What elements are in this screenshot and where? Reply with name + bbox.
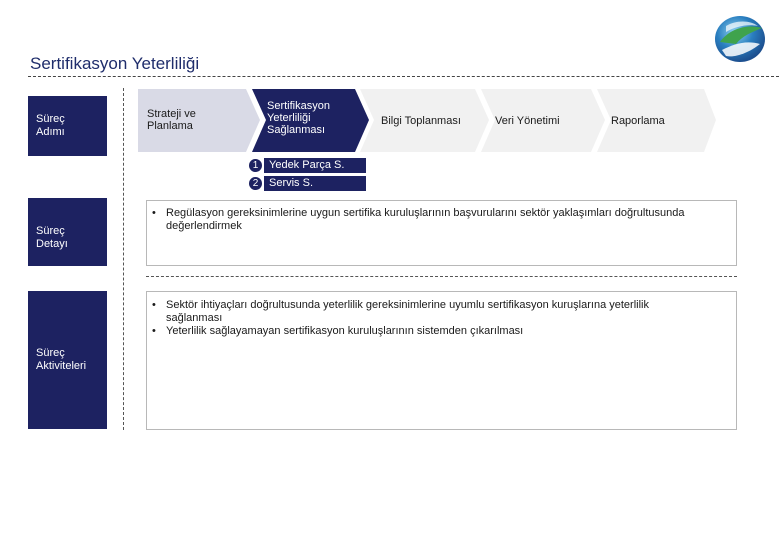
row-divider [146,276,737,277]
process-detail-label: Süreç Detayı [36,225,68,250]
column-divider [123,88,124,430]
step-label-3: Bilgi Toplanması [381,115,461,127]
activity-bullet: • Yeterlilik sağlayamayan sertifikasyon kuruluşlarının sistemden çıkarılması [147,325,696,338]
title-divider [28,76,779,77]
badge-label-1[interactable]: Yedek Parça S. [264,158,366,173]
process-detail-panel [146,200,737,266]
detail-bullet: • Regülasyon gereksinimlerine uygun sertifika kuruluşlarının başvurularını sektör yaklaşımları doğrultusunda değerlendirmek [147,207,732,233]
step-label-1: Strateji ve Planlama [147,108,196,132]
process-step-label-box [28,96,107,156]
badge-number-1: 1 [249,159,262,172]
step-label-5: Raporlama [611,115,665,127]
activity-bullet: • Sektör ihtiyaçları doğrultusunda yeterlilik gereksinimlerine uyumlu sertifikasyon kuruşlarına yeterlilik sağlanması [147,299,696,325]
step-label-4: Veri Yönetimi [495,115,560,127]
process-detail-label-box [28,198,107,266]
badge-label-2[interactable]: Servis S. [264,176,366,191]
process-activities-label-box [28,291,107,429]
process-activities-panel [146,291,737,430]
badge-number-2: 2 [249,177,262,190]
step-label-2: Sertifikasyon Yeterliliği Sağlanması [267,100,330,136]
company-logo [712,14,768,64]
process-step-label: Süreç Adımı [36,113,65,138]
page-title: Sertifikasyon Yeterliliği [30,54,200,73]
process-activities-label: Süreç Aktiviteleri [36,347,87,372]
